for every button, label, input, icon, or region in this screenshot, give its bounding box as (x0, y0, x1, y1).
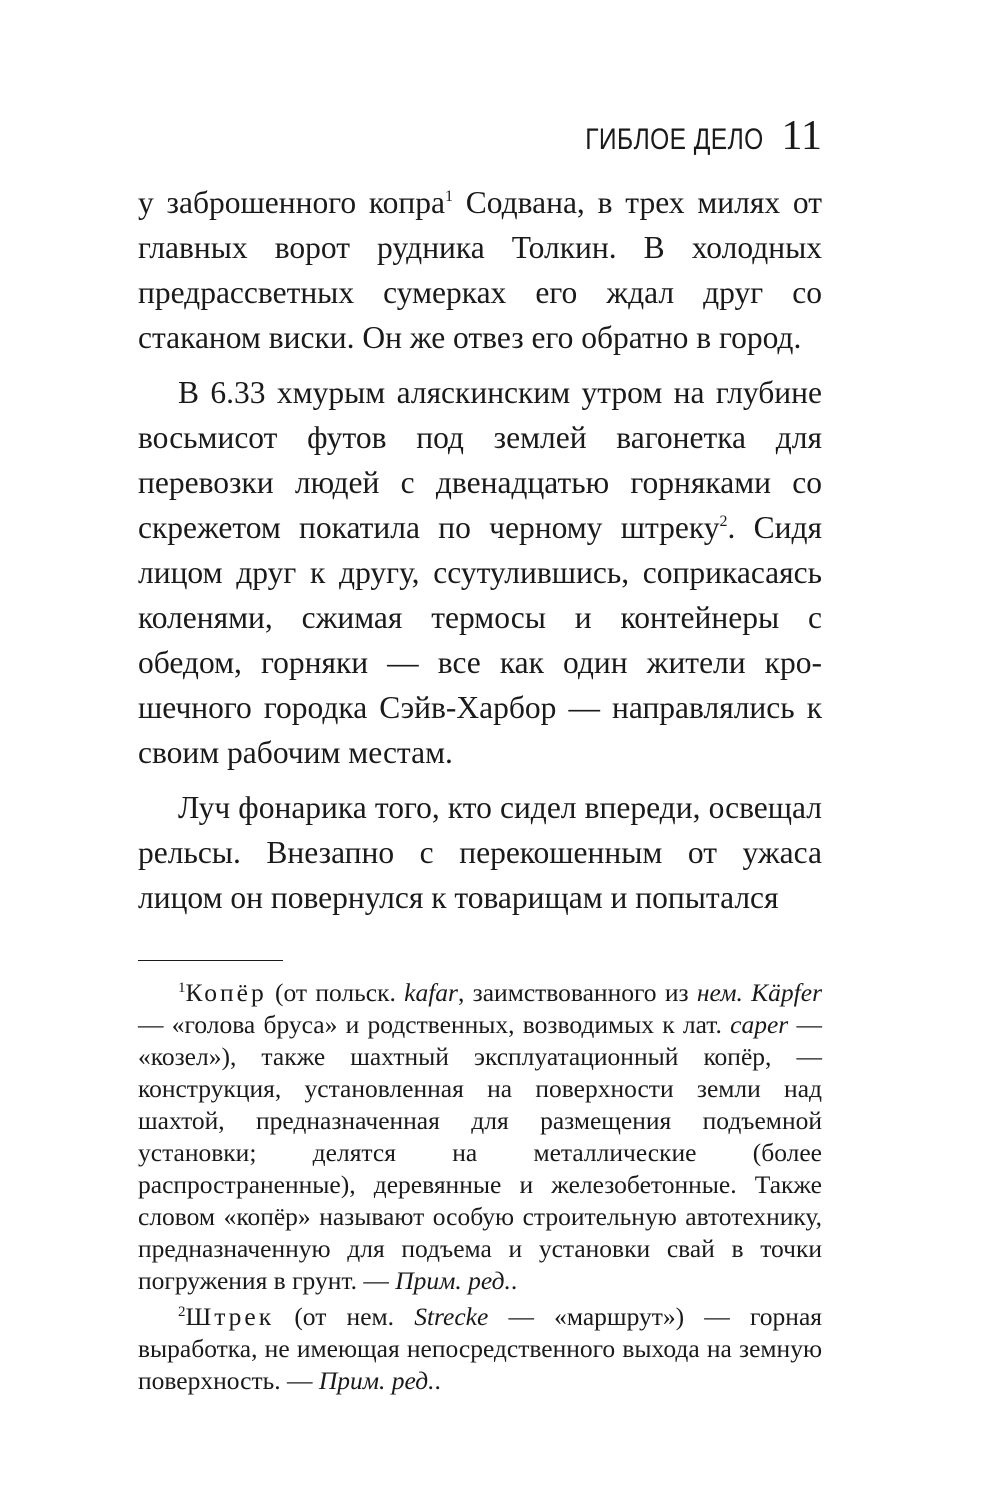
footnote-1-editor-note: Прим. ред. (395, 1266, 511, 1295)
footnote-2-term: Штрек (185, 1302, 275, 1331)
footnote-1-end: . (510, 1266, 518, 1295)
paragraph-1-part-a: у заброшенного копра (138, 185, 445, 220)
footnote-2-mark: 2 (178, 1304, 186, 1320)
footnote-1-text-4: — «козел»), также шахтный эксплуатационный копёр, — конструкция, установленная на поверхности земли над шахтой, предназначенная для размещения подъемной установки; делятся на металлические (более распространенные), деревянные и железобетонные. Также словом «копёр» называют особую строительную автотехнику, предназначенную для подъема и установки свай в точки погружения в грунт. — (138, 1010, 823, 1295)
footnote-1 (138, 977, 822, 1297)
footnote-ref-2: 2 (719, 513, 728, 530)
running-head (138, 112, 822, 174)
paragraph-1-part-b: Содвана, в трех милях от главных ворот рудника Толкин. В холодных предрассветных сумерках его ждал друг со стаканом виски. Он же отвез его обратно в город. (138, 185, 822, 355)
footnote-2-end: . (434, 1366, 441, 1395)
footnote-1-text-3: — «голова бруса» и родственных, возводимых к лат. (138, 1010, 731, 1039)
footnote-1-text-1: (от польск. (266, 978, 405, 1007)
footnote-1-text-2: , заимствованного из (457, 978, 697, 1007)
footnote-1-term: Копёр (185, 978, 267, 1007)
running-title: ГИБЛОЕ ДЕЛО (585, 123, 764, 156)
paragraph-3: Луч фонарика того, кто сидел впереди, освещал рельсы. Внезапно с перекошенным от ужаса лицом он повернулся к товарищам и попытался (138, 790, 822, 915)
paragraph-2-part-b: . Сидя лицом друг к другу, ссутулившись, соприкасаясь коленями, сжимая термосы и контейнеры с обедом, горняки — все как один жители крошечного городка Сэйв-Харбор — направлялись к своим рабочим местам. (138, 510, 822, 770)
book-page (138, 112, 822, 1397)
footnote-1-italic-3: caper (730, 1010, 789, 1039)
footnote-2 (138, 1301, 822, 1397)
paragraph-1 (138, 180, 822, 360)
body-text (138, 180, 822, 920)
footnote-2-text-2: — «маршрут») — горная выработка, не имеющая непосредственного выхода на земную поверхность. — (138, 1302, 822, 1395)
footnote-divider (138, 960, 283, 961)
page-number: 11 (781, 113, 822, 159)
footnote-1-italic-2: нем. Käpfer (696, 978, 822, 1007)
footnote-1-mark: 1 (178, 980, 186, 996)
footnote-2-italic-1: Strecke (414, 1302, 489, 1331)
footnote-2-text-1: (от нем. (274, 1302, 415, 1331)
footnotes (138, 977, 822, 1397)
footnote-1-italic-1: kafar (404, 978, 458, 1007)
footnote-ref-1: 1 (444, 188, 453, 205)
paragraph-2-part-a: В 6.33 хмурым аляскинским утром на глубине восьмисот футов под землей вагонетка для перевозки людей с двенадцатью горняками со скрежетом покатила по черному штреку (138, 375, 822, 545)
paragraph-2 (138, 370, 822, 775)
footnote-2-editor-note: Прим. ред. (318, 1366, 435, 1395)
